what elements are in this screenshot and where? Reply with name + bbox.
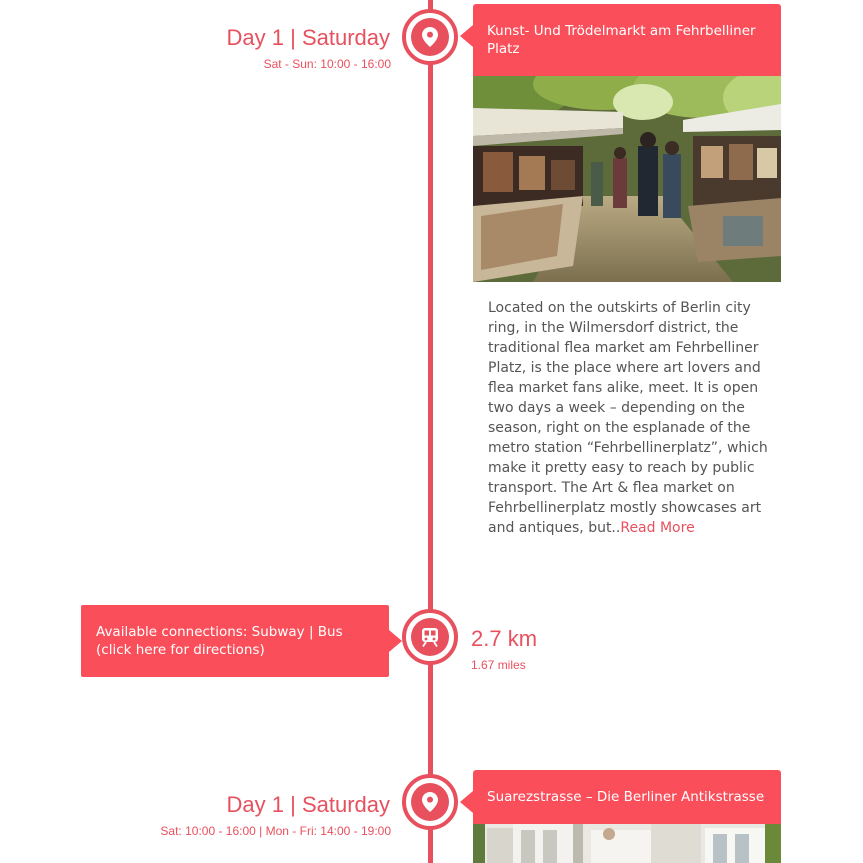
- distance-km: 2.7 km: [471, 626, 538, 651]
- transport-marker[interactable]: [402, 609, 458, 665]
- directions-card[interactable]: [81, 605, 389, 677]
- opening-hours: Sat - Sun: 10:00 - 16:00: [263, 57, 391, 71]
- flea-market-photo[interactable]: [473, 76, 781, 282]
- place-title: Suarezstrasse – Die Berliner Antikstrasse: [487, 789, 765, 805]
- location-marker[interactable]: [402, 774, 458, 830]
- street-photo-illustration: [473, 824, 781, 863]
- street-photo[interactable]: [473, 824, 781, 863]
- connections-text: Available connections: Subway | Bus: [96, 624, 343, 640]
- directions-link[interactable]: (click here for directions): [96, 642, 265, 658]
- train-icon: [421, 627, 439, 647]
- place-title: Kunst- Und Trödelmarkt am Fehrbelliner Platz: [487, 23, 756, 57]
- timeline-line: [428, 0, 433, 863]
- place-title-card[interactable]: [473, 770, 781, 824]
- place-description: [488, 298, 770, 538]
- place-title-card[interactable]: [473, 4, 781, 76]
- location-pin-icon: [422, 792, 438, 812]
- place-description-text: Located on the outskirts of Berlin city ring, in the Wilmersdorf district, the traditional flea market am Fehrbelliner Platz, is the place where art lovers and flea market fans alike, meet. It is open two days a week – depending on the season, right on the esplanade of the metro station “Fehrbellinerplatz”, which make it pretty easy to reach by public transport. The Art & flea market on Fehrbellinerplatz mostly showcases art and antiques, but..: [488, 300, 768, 536]
- read-more-link[interactable]: Read More: [620, 520, 695, 536]
- day-title: Day 1 | Saturday: [226, 25, 390, 50]
- day-title: Day 1 | Saturday: [226, 792, 390, 817]
- location-marker[interactable]: [402, 9, 458, 65]
- flea-market-photo-illustration: [473, 76, 781, 282]
- opening-hours: Sat: 10:00 - 16:00 | Mon - Fri: 14:00 - 19:00: [160, 824, 391, 838]
- distance-miles: 1.67 miles: [471, 658, 526, 672]
- location-pin-icon: [422, 27, 438, 47]
